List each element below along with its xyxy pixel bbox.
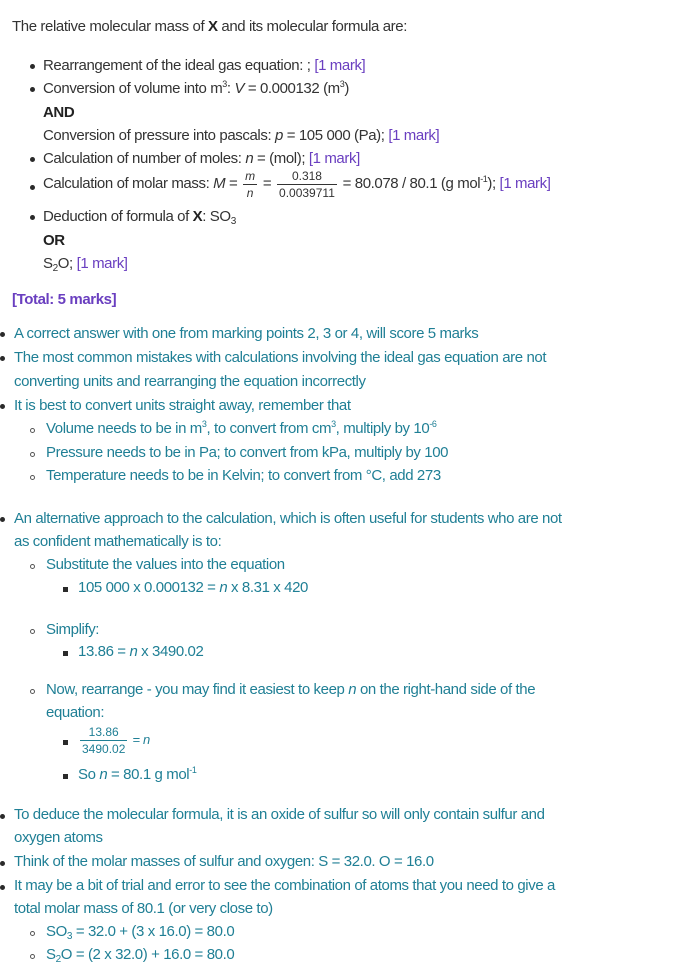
text: = — [129, 732, 144, 747]
subscript: 2 — [52, 263, 58, 274]
text: Conversion of volume into m — [43, 80, 223, 97]
variable: V — [234, 80, 245, 97]
text: = 80.1 g mol — [107, 766, 190, 783]
variable: n — [245, 150, 254, 167]
bullet-icon — [30, 215, 35, 220]
note-4c-line1 — [46, 681, 535, 698]
text: O; — [57, 255, 77, 272]
total-marks: [Total: 5 marks] — [12, 291, 117, 308]
superscript: 3 — [339, 79, 345, 89]
numerator: 0.318 — [277, 169, 337, 185]
text: x 3490.02 — [137, 643, 204, 660]
compound-x: X — [208, 18, 218, 35]
note-4a: Substitute the values into the equation — [46, 556, 285, 573]
subscript: 3 — [66, 931, 73, 942]
numerator: m — [245, 168, 256, 183]
bullet-icon — [30, 64, 35, 69]
text: ) — [344, 80, 349, 97]
superscript: -1 — [189, 765, 197, 775]
bullet-icon — [0, 332, 5, 337]
note-1: A correct answer with one from marking points 2, 3 or 4, will score 5 marks — [14, 325, 479, 342]
sub-bullet-icon — [30, 931, 35, 936]
bullet-icon — [0, 814, 5, 819]
text: So — [78, 766, 100, 783]
subscript: 3 — [230, 216, 236, 227]
intro-prefix: The relative molecular mass of — [12, 18, 209, 35]
text: SO — [46, 923, 67, 940]
square-bullet-icon — [63, 651, 68, 656]
variable: p — [275, 127, 283, 144]
markpoint-5 — [43, 208, 236, 225]
superscript: -1 — [480, 174, 488, 184]
note-2-line1: The most common mistakes with calculations involving the ideal gas equation are not — [14, 349, 547, 366]
bullet-icon — [0, 404, 5, 409]
text: O = (2 x 32.0) + 16.0 = 80.0 — [60, 946, 235, 963]
sub-bullet-icon — [30, 689, 35, 694]
bullet-icon — [30, 185, 35, 190]
bullet-icon — [0, 517, 5, 522]
text: 13.86 = — [78, 643, 130, 660]
sub-bullet-icon — [30, 954, 35, 959]
superscript: 3 — [222, 79, 227, 89]
fraction-m-over-n — [243, 169, 257, 200]
bullet-icon — [0, 356, 5, 361]
variable: n — [219, 579, 228, 596]
fraction-values — [277, 169, 337, 200]
text: = — [259, 175, 276, 192]
text: Now, rearrange - you may find it easiest to keep — [46, 681, 349, 698]
sub-bullet-icon — [30, 475, 35, 480]
denominator: 0.0039711 — [279, 185, 335, 200]
text: = 32.0 + (3 x 16.0) = 80.0 — [72, 923, 235, 940]
compound-x: X — [192, 208, 203, 225]
markpoint-4 — [43, 168, 551, 200]
text: ); — [487, 175, 500, 192]
note-5-line2: oxygen atoms — [14, 829, 103, 846]
note-4c-line2: equation: — [46, 704, 105, 721]
intro-suffix: and its molecular formula are: — [217, 18, 407, 35]
or-label: OR — [43, 232, 65, 249]
mark-badge: [1 mark] — [499, 175, 551, 192]
note-3c: Temperature needs to be in Kelvin; to convert from °C, add 273 — [46, 467, 441, 484]
text: = 0.000132 (m — [244, 80, 340, 97]
text: Deduction of formula of — [43, 208, 193, 225]
intro-text — [12, 18, 407, 35]
subscript: 2 — [55, 954, 61, 965]
text: = (mol); — [253, 150, 309, 167]
variable: n — [99, 766, 108, 783]
bullet-icon — [0, 861, 5, 866]
sub-bullet-icon — [30, 564, 35, 569]
text: , to convert from cm — [206, 420, 332, 437]
note-4b: Simplify: — [46, 621, 100, 638]
mark-badge: [1 mark] — [76, 255, 128, 272]
note-4c-i — [78, 722, 150, 758]
mark-badge: [1 mark] — [388, 127, 440, 144]
mark-badge: [1 mark] — [308, 150, 360, 167]
note-4a-i — [78, 579, 308, 596]
text: Conversion of pressure into pascals: — [43, 127, 275, 144]
text: , multiply by 10 — [335, 420, 430, 437]
bullet-icon — [30, 157, 35, 162]
numerator: 13.86 — [80, 725, 127, 741]
sub-bullet-icon — [30, 428, 35, 433]
text: : SO — [202, 208, 231, 225]
note-4-line1: An alternative approach to the calculation, which is often useful for students who are not — [14, 510, 562, 527]
text: 105 000 x 0.000132 = — [78, 579, 220, 596]
square-bullet-icon — [63, 587, 68, 592]
and-label: AND — [43, 104, 75, 121]
markpoint-5b — [43, 255, 128, 272]
superscript: -6 — [429, 419, 437, 429]
superscript: 3 — [331, 419, 336, 429]
bullet-icon — [30, 87, 35, 92]
sub-bullet-icon — [30, 629, 35, 634]
note-7-line2: total molar mass of 80.1 (or very close to) — [14, 900, 273, 917]
text: = — [225, 175, 242, 192]
fraction-n — [80, 725, 127, 756]
square-bullet-icon — [63, 774, 68, 779]
text: = 105 000 (Pa); — [282, 127, 389, 144]
note-7-line1: It may be a bit of trial and error to see the combination of atoms that you need to give a — [14, 877, 555, 894]
text: x 8.31 x 420 — [227, 579, 308, 596]
text: S — [43, 255, 53, 272]
markpoint-1 — [43, 57, 365, 74]
note-3a — [46, 420, 437, 437]
text: Calculation of number of moles: — [43, 150, 246, 167]
note-6: Think of the molar masses of sulfur and oxygen: S = 32.0. O = 16.0 — [14, 853, 434, 870]
markpoint-3 — [43, 150, 360, 167]
variable: n — [143, 732, 150, 747]
superscript: 3 — [201, 419, 207, 429]
note-2-line2: converting units and rearranging the equation incorrectly — [14, 373, 366, 390]
text: = 80.078 / 80.1 (g mol — [338, 175, 481, 192]
denominator: n — [246, 185, 254, 200]
note-7a — [46, 923, 234, 940]
text: S — [46, 946, 56, 963]
denominator: 3490.02 — [82, 741, 126, 756]
note-5-line1: To deduce the molecular formula, it is an oxide of sulfur so will only contain sulfur and — [14, 806, 545, 823]
note-4-line2: as confident mathematically is to: — [14, 533, 222, 550]
markpoint-2 — [43, 80, 349, 97]
text: Calculation of molar mass: — [43, 175, 214, 192]
note-7b — [46, 946, 234, 963]
markpoint-text: Rearrangement of the ideal gas equation: ; — [43, 57, 315, 74]
note-4c-ii — [78, 766, 196, 783]
text: on the right-hand side of the — [356, 681, 536, 698]
mark-badge: [1 mark] — [314, 57, 366, 74]
markpoint-2b — [43, 127, 439, 144]
note-3b: Pressure needs to be in Pa; to convert from kPa, multiply by 100 — [46, 444, 449, 461]
sub-bullet-icon — [30, 452, 35, 457]
note-3: It is best to convert units straight away, remember that — [14, 397, 351, 414]
variable: M — [213, 175, 226, 192]
bullet-icon — [0, 885, 5, 890]
note-4b-i — [78, 643, 203, 660]
variable: n — [129, 643, 138, 660]
square-bullet-icon — [63, 740, 68, 745]
text: Volume needs to be in m — [46, 420, 202, 437]
text: : — [226, 80, 235, 97]
variable: n — [348, 681, 357, 698]
